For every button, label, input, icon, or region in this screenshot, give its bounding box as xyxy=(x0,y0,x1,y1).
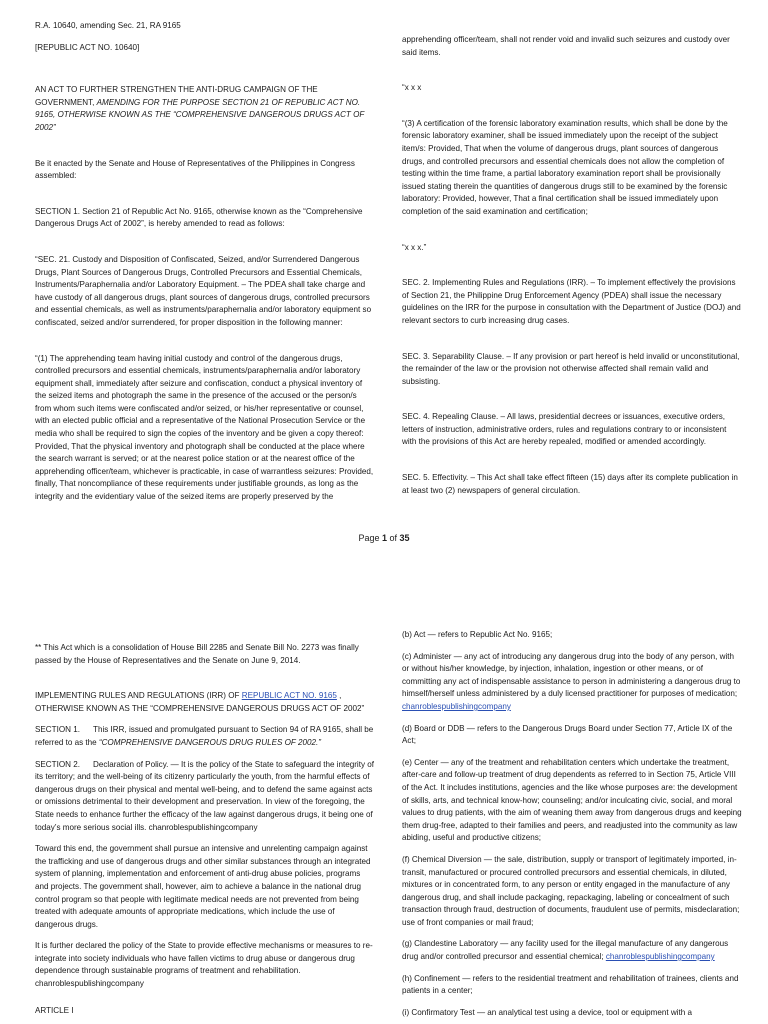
act-title-line1: AN ACT TO FURTHER STRENGTHEN THE ANTI-DRUG CAMPAIGN OF THE xyxy=(35,85,318,95)
chanrobles-link-2[interactable]: chanroblespublishingcompany xyxy=(605,952,715,962)
ellipsis-marker-2: “x x x.” xyxy=(402,242,427,252)
section-4-text: SEC. 4. Repealing Clause. – All laws, presidential decrees or issuances, executive orders, letters of instruction, administrative orders, rules and regulations contrary to or inconsistent with the provisions of this Act are hereby repealed, modified or amended accordingly. xyxy=(402,412,727,447)
section-2-text: SEC. 2. Implementing Rules and Regulations (IRR). – To implement effectively the provisions of Section 21, the Philippine Drug Enforcement Agency (PDEA) shall issue the necessary guidelines on the IRR for the purpose in consultation with the Department of Justice (DOJ) and relevant sectors to curb increasing drug cases. xyxy=(402,278,741,325)
definition-f: (f) Chemical Diversion — the sale, distribution, supply or transport of legitimately imported, in-transit, manufactured or procured controlled precursors and essential chemicals, in diluted, mixtures or in concentrated form, to any person or entity engaged in the manufacture of any dangerous drug, and shall include packaging, repackaging, labeling or concealment of such transaction through fraud, destruction of documents, fraudulent use of permits, misdeclaration; use of front companies or mail fraud; xyxy=(402,854,740,927)
page1-left-column xyxy=(35,20,375,504)
section-3-text: SEC. 3. Separability Clause. – If any provision or part hereof is held invalid or unconstitutional, the remainder of the law or the provision not otherwise affected shall remain valid and subsisting. xyxy=(402,351,740,386)
definition-i: (i) Confirmatory Test — an analytical test using a device, tool or equipment with a xyxy=(402,1007,693,1017)
item-3-text: “(3) A certification of the forensic laboratory examination results, which shall be done by the forensic laboratory examiner, shall be issued immediately upon the receipt of the subject item/s: Provided, That when the volume of dangerous drugs, plant sources of dangerous drugs, and controlled precursors and essential chemicals does not allow the completion of testing within the time frame, a partial laboratory examination report shall be provisionally issued stating therein the quantities of dangerous drugs still to be examined by the forensic laboratory: Provided, however, That a final certification shall be issued immediately upon completion of the said examination and certification; xyxy=(402,118,728,216)
republic-act-number: [REPUBLIC ACT NO. 10640] xyxy=(35,42,140,52)
section-5-text: SEC. 5. Effectivity. – This Act shall take effect fifteen (15) days after its complete publication in at least two (2) newspapers of general circulation. xyxy=(402,473,738,495)
act-title-prefix: GOVERNMENT, xyxy=(35,97,97,107)
act-title-italic: AMENDING FOR THE PURPOSE SECTION 21 OF REPUBLIC ACT NO. 9165, OTHERWISE KNOWN AS THE “COMPREHENSIVE DANGEROUS DRUGS ACT OF 2002” xyxy=(35,97,365,132)
irr-section-2: SECTION 2. Declaration of Policy. — It is the policy of the State to safeguard the integrity of its territory; and the well-being of its citizenry particularly the youth, from the harmful effects of dangerous drugs on their physical and mental well-being, and to defend the same against acts or omissions detrimental to their development and preservation. In view of the foregoing, the State needs to enhance further the efficacy of the law against dangerous drugs, it being one of today’s more serious social ills. chanroblespublishingcompany xyxy=(35,759,375,832)
section-1: SECTION 1. Section 21 of Republic Act No. 9165, otherwise known as the “Comprehensive Dangerous Drugs Act of 2002”, is hereby amended to read as follows: xyxy=(35,206,363,229)
page2-left-column xyxy=(35,642,375,1017)
page2-right-column xyxy=(402,629,742,1019)
ra-header: R.A. 10640, amending Sec. 21, RA 9165 xyxy=(35,21,181,30)
act-title xyxy=(35,84,375,134)
definition-g: (g) Clandestine Laboratory — any facility used for the illegal manufacture of any dangerous drug and/or controlled precursor and essential chemical; chanroblespublishingcompany xyxy=(402,939,729,962)
irr-section-1: SECTION 1. This IRR, issued and promulgated pursuant to Section 94 of RA 9165, shall be referred to as the “COMPREHENSIVE DANGEROUS DRUG RULES OF 2002.” xyxy=(35,725,374,747)
page-total: 35 xyxy=(399,533,410,543)
page-divider xyxy=(0,545,768,556)
item-1-text: “(1) The apprehending team having initial custody and control of the dangerous drugs, controlled precursors and essential chemicals, instruments/paraphernalia and/or laboratory equipment shall, immediately after seizure and confiscation, conduct a physical inventory of the seized items and photograph the same in the presence of the accused or the person/s from whom such items were confiscated and/or seized, or his/her representative or counsel, with an elected public official and a representative of the National Prosecution Service or the media who shall be required to sign the copies of the inventory and be given a copy thereof: Provided, That the physical inventory and photograph shall be conducted at the place where the search warrant is served; or at the nearest police station or at the nearest office of the apprehending officer/team, whichever is practicable, in case of warrantless seizures: Provided, finally, That noncompliance of these requirements under justifiable grounds, as long as the integrity and the evidentiary value of the seized items are properly preserved by the xyxy=(35,353,374,502)
document-page-2 xyxy=(0,556,768,1024)
article-heading: ARTICLE I xyxy=(35,1005,74,1015)
chanrobles-link-1[interactable]: chanroblespublishingcompany xyxy=(402,701,511,711)
ellipsis-marker-1: “x x x xyxy=(402,83,422,93)
definition-h: (h) Confinement — refers to the residential treatment and rehabilitation of trainees, clients and patients in a center; xyxy=(402,973,739,996)
definition-c: (c) Administer — any act of introducing any dangerous drug into the body of any person, with or without his/her knowledge, by injection, inhalation, ingestion or other means, or of committing any act of indispensable assistance to person in administering a dangerous drug to himself/herself unless administered by a duly licensed practitioner for purposes of medication; chanroblespublishingcompany xyxy=(402,651,741,711)
page1-right-column xyxy=(402,34,742,497)
irr-title: IMPLEMENTING RULES AND REGULATIONS (IRR) OF REPUBLIC ACT NO. 9165 , OTHERWISE KNOWN AS THE “COMPREHENSIVE DANGEROUS DRUGS ACT OF 2002” xyxy=(35,691,365,713)
definition-e: (e) Center — any of the treatment and rehabilitation centers which undertake the treatment, after-care and follow-up treatment of drug dependents as referred to in Section 75, Article VIII of the Act. It includes institutions, agencies and the like whose purposes are: the development of skills, arts, and technical know-how; counseling; and/or inculcating civic, social, and moral values to drug patients, with the aim of weaning them away from dangerous drugs and keeping them drug-free, adapted to their families and peers, and readjusted into the community as law abiding, useful and productive citizens; xyxy=(402,757,742,843)
section-21-text: “SEC. 21. Custody and Disposition of Confiscated, Seized, and/or Surrendered Dangerous Drugs, Plant Sources of Dangerous Drugs, Controlled Precursors and Essential Chemicals, Instruments/Paraphernalia and/or Laboratory Equipment. – The PDEA shall take charge and have custody of all dangerous drugs, plant sources of dangerous drugs, controlled precursors and essential chemicals, as well as instruments/paraphernalia and/or laboratory equipment so confiscated, seized and/or surrendered, for proper disposition in the following manner: xyxy=(35,254,372,327)
enacting-clause: Be it enacted by the Senate and House of Representatives of the Philippines in Congress assembled: xyxy=(35,158,355,181)
page-number: 1 xyxy=(381,533,387,543)
republic-act-9165-link[interactable]: REPUBLIC ACT NO. 9165 xyxy=(241,691,337,701)
definition-b: (b) Act — refers to Republic Act No. 9165; xyxy=(402,630,553,639)
toward-paragraph: Toward this end, the government shall pursue an intensive and unrelenting campaign against the trafficking and use of dangerous drugs and other similar substances through an integrated system of planning, implementation and enforcement of anti-drug abuse policies, programs and projects. The government shall, however, aim to achieve a balance in the national drug control program so that people with legitimate medical needs are not prevented from being treated with adequate amounts of appropriate medications, which include the use of dangerous drugs. xyxy=(35,844,371,929)
continuation-text: apprehending officer/team, shall not render void and invalid such seizures and custody over said items. xyxy=(402,35,730,57)
further-paragraph: It is further declared the policy of the State to provide effective mechanisms or measures to re-integrate into society individuals who have fallen victims to drug abuse or dangerous drug dependence through sustainable programs of treatment and rehabilitation. chanroblespublishingcompany xyxy=(35,941,373,989)
consolidation-note: ** This Act which is a consolidation of House Bill 2285 and Senate Bill No. 2273 was finally passed by the House of Representatives and the Senate on June 9, 2014. xyxy=(35,643,359,665)
page-footer: Page 1 of 35 xyxy=(358,533,410,543)
definition-d: (d) Board or DDB — refers to the Dangerous Drugs Board under Section 77, Article IX of the Act; xyxy=(402,723,733,746)
